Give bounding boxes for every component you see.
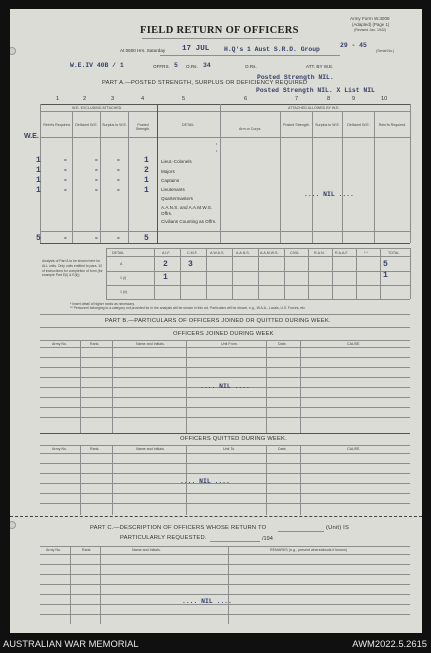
we-side-label: W.E. <box>24 133 39 140</box>
joined-col-head: Army No. <box>52 342 67 346</box>
joined-row-rule <box>40 357 410 358</box>
analysis-divider <box>410 248 411 299</box>
col-divider <box>72 111 73 243</box>
quitted-col-head: Army No. <box>52 447 67 451</box>
row-c4: - <box>116 156 121 165</box>
part-c-col-head: Rank. <box>82 548 92 552</box>
row-c4: - <box>116 186 121 195</box>
part-a-typed-1: Posted Strength NIL. <box>257 74 334 81</box>
quitted-row-rule <box>40 503 410 504</box>
analysis-note: Analysis of Part A to be shown here for ALL units. Only units entitled to para. 10 of instructions for completion of form (for example Part E(i) & E(ii)) <box>42 259 103 278</box>
col-number: 1 <box>56 96 60 102</box>
col-divider <box>374 111 375 243</box>
archive-reference: AWM2022.5.2615 <box>352 638 427 649</box>
part-c-title-2: PARTICULARLY REQUESTED. <box>120 535 207 541</box>
asterisk-mark: • <box>216 142 218 146</box>
part-b-top-rule <box>40 314 410 315</box>
attached-allowed-head: ATTACHED ALLOWED BY W.E. <box>288 106 340 110</box>
quitted-head-rule <box>40 453 410 454</box>
part-c-row-rule <box>40 564 410 565</box>
col-head: Posted Strength. <box>283 123 310 127</box>
col-divider <box>100 111 101 243</box>
arm-corps-head: Arm or Corps <box>239 127 261 131</box>
analysis-divider <box>106 248 107 299</box>
col-divider <box>312 111 313 243</box>
nil-quitted: .... NIL .... <box>180 478 230 485</box>
punch-hole-bottom <box>10 521 16 529</box>
joined-head-rule <box>40 347 410 348</box>
joined-row-rule <box>40 407 410 408</box>
part-c-col-head: Army No. <box>46 548 61 552</box>
analysis-cmf: 3 <box>188 260 193 269</box>
date-line-prefix: At 0600 Hrs. Saturday <box>120 48 166 53</box>
part-c-row-rule <box>40 574 410 575</box>
joined-col-head: Rank. <box>90 342 100 346</box>
joined-col-head: Unit From. <box>221 342 238 346</box>
subheader-rule <box>40 111 410 112</box>
rank-label: Quartermasters <box>161 196 193 201</box>
col-number: 9 <box>352 96 356 102</box>
asterisk-mark: • <box>216 149 218 153</box>
col-number: 4 <box>141 96 145 102</box>
we-reference-typed: W.E.IV 40B / 1 <box>70 62 124 69</box>
quitted-title: OFFICERS QUITTED DURING WEEK. <box>180 436 287 442</box>
analysis-head: A.A.M.W.S. <box>260 251 279 255</box>
quitted-col-head: CAUSE. <box>347 447 361 451</box>
col-divider <box>280 111 281 243</box>
joined-row-rule <box>40 417 410 418</box>
quitted-col-head: Unit To. <box>223 447 236 451</box>
quitted-title-rule <box>40 445 410 446</box>
perforation-rule <box>10 516 422 517</box>
col-divider <box>220 104 221 243</box>
colheader-rule <box>40 137 410 138</box>
table-top-rule <box>40 104 410 105</box>
row-c4: - <box>116 176 121 185</box>
analysis-row-label: A <box>120 262 123 266</box>
part-c-date-year: /194 <box>262 536 273 542</box>
col-divider <box>128 111 129 243</box>
col-head: Deficient W.E. <box>347 123 370 127</box>
row-posted: 1 <box>144 186 149 195</box>
col-number: 2 <box>83 96 87 102</box>
row-posted: 2 <box>144 166 149 175</box>
form-adapted: (Adapted) (Page 1) <box>352 22 390 27</box>
analysis-total: 5 <box>383 260 388 269</box>
total-c2: - <box>63 234 68 243</box>
analysis-head: R.A.A.F. <box>335 251 349 255</box>
total-posted: 5 <box>144 234 149 243</box>
table-bottom-rule <box>40 243 410 244</box>
analysis-divider <box>356 248 357 299</box>
row-c1: 1 <box>36 176 41 185</box>
joined-bottom-rule <box>40 433 410 434</box>
row-posted: 1 <box>144 156 149 165</box>
ors-typed: 34 <box>203 62 211 69</box>
row-c2: - <box>63 156 68 165</box>
rank-label: Lieutenants <box>161 187 185 192</box>
col-number: 10 <box>381 96 388 102</box>
ors-label: O.Rs. <box>186 64 198 69</box>
quitted-row-rule <box>40 463 410 464</box>
att-label: ATT. BY W.E. <box>306 64 334 69</box>
analysis-divider <box>180 248 181 299</box>
part-c-col-head: Name and Initials. <box>132 548 161 552</box>
part-c-row-rule <box>40 584 410 585</box>
analysis-divider <box>332 248 333 299</box>
col-divider <box>410 104 411 243</box>
part-c-head-rule <box>40 554 410 555</box>
analysis-bottom-rule <box>106 299 410 300</box>
punch-hole-top <box>10 47 16 55</box>
part-c-col-head: REMARKS (e.g., present whereabouts if known) <box>270 548 347 552</box>
row-c1: 1 <box>36 156 41 165</box>
analysis-aif: 2 <box>163 260 168 269</box>
analysis-divider <box>308 248 309 299</box>
date-line-rule <box>160 55 340 56</box>
analysis-row-label: 1 (ii) <box>120 290 127 294</box>
analysis-divider <box>284 248 285 299</box>
totals-rule <box>40 231 410 232</box>
row-c4: - <box>116 166 121 175</box>
part-b-title: PART B.—PARTICULARS OF OFFICERS JOINED OR QUITTED DURING WEEK. <box>105 318 331 324</box>
quitted-divider <box>112 445 113 515</box>
rank-label: Captains <box>161 178 180 183</box>
col-head: Posted Strength. <box>135 123 151 131</box>
form-revised: (Revised Jan. 1942) <box>354 28 387 32</box>
joined-row-rule <box>40 397 410 398</box>
rank-label: Civilians Counting as Offrs. <box>161 219 217 224</box>
part-c-row-rule <box>40 614 410 615</box>
analysis-aif: 1 <box>163 273 168 282</box>
col-number: 7 <box>295 96 299 102</box>
part-c-title-1: PART C.—DESCRIPTION OF OFFICERS WHOSE RETURN TO <box>90 525 267 531</box>
ors2-label: O.Rs. <box>245 64 257 69</box>
row-c2: - <box>63 186 68 195</box>
row-c2: - <box>63 166 68 175</box>
part-c-date-blank <box>210 541 260 542</box>
nil-attached: .... NIL .... <box>304 191 354 198</box>
nil-joined: .... NIL .... <box>200 383 250 390</box>
joined-row-rule <box>40 377 410 378</box>
part-c-divider <box>70 546 71 624</box>
row-c3: - <box>94 166 99 175</box>
part-c-unit-blank <box>278 531 324 532</box>
quitted-col-head: Date. <box>278 447 287 451</box>
joined-col-head: CAUSE. <box>347 342 361 346</box>
part-c-divider <box>228 546 229 624</box>
col-divider <box>157 104 158 243</box>
part-a-typed-2: Posted Strength NIL. X List NIL <box>256 87 375 94</box>
offrs-label: OFFRS. <box>153 64 170 69</box>
analysis-divider <box>154 248 155 299</box>
quitted-divider <box>300 445 301 515</box>
nil-part-c: .... NIL .... <box>182 598 232 605</box>
row-c3: - <box>94 176 99 185</box>
total-c1: 5 <box>36 234 41 243</box>
part-a-title: PART A.—POSTED STRENGTH, SURPLUS OR DEFICIENCY REQUIRED <box>102 80 308 86</box>
part-c-top-rule <box>40 546 410 547</box>
row-posted: 1 <box>144 176 149 185</box>
footnote-2: ** Personnel belonging to a category not provided for in the analysis will be shown in this col. Particulars will be shown, e.g., W.A.A., Locals, U.S. Forces, etc. <box>70 306 306 310</box>
analysis-head: A.W.A.S. <box>210 251 225 255</box>
joined-title: OFFICERS JOINED DURING WEEK <box>173 331 274 337</box>
col-divider <box>342 111 343 243</box>
col-head: Surplus to W.E. <box>102 123 127 127</box>
offrs-typed: 5 <box>174 62 178 69</box>
archive-caption-bar <box>0 633 431 653</box>
form-title: FIELD RETURN OF OFFICERS <box>140 25 299 36</box>
part-b-title-rule <box>40 327 410 328</box>
part-c-unit-suffix: (Unit) IS <box>326 525 350 531</box>
analysis-head: DETAIL <box>112 251 125 255</box>
document-sheet <box>10 9 422 633</box>
analysis-head: TOTAL <box>388 251 400 255</box>
quitted-col-head: Rank. <box>90 447 100 451</box>
serial-typed: 29 - 45 <box>340 42 367 49</box>
unit-typed: H.Q's 1 Aust S.R.D. Group <box>224 46 320 53</box>
col-number: 3 <box>111 96 115 102</box>
col-head: Rein'ts Required. <box>43 123 71 127</box>
archive-name: AUSTRALIAN WAR MEMORIAL <box>3 638 139 649</box>
col-head: Deficient W.E. <box>75 123 98 127</box>
total-c4: - <box>116 234 121 243</box>
serial-label: (Serial No.) <box>376 49 395 53</box>
total-c3: - <box>94 234 99 243</box>
col-number: 5 <box>182 96 186 102</box>
row-c2: - <box>63 176 68 185</box>
quitted-divider <box>266 445 267 515</box>
rank-label: Lieut.-Colonels <box>161 159 192 164</box>
col-head: Surplus to W.E. <box>315 123 340 127</box>
analysis-head: CIVIL <box>290 251 299 255</box>
part-c-row-rule <box>40 594 410 595</box>
analysis-head: C.M.F. <box>187 251 198 255</box>
analysis-head: A.A.N.S. <box>236 251 250 255</box>
col-number: 8 <box>327 96 331 102</box>
analysis-divider <box>206 248 207 299</box>
quitted-row-rule <box>40 493 410 494</box>
row-c3: - <box>94 156 99 165</box>
analysis-head: R.A.N. <box>314 251 325 255</box>
quitted-row-rule <box>40 473 410 474</box>
col-number: 6 <box>244 96 248 102</box>
footnote-1: * Insert detail of higher ranks as necessary. <box>70 302 135 306</box>
rank-label: Majors <box>161 169 175 174</box>
joined-col-head: Date. <box>278 342 287 346</box>
date-stamp: 17 JUL <box>182 45 210 53</box>
quitted-divider <box>80 445 81 515</box>
joined-row-rule <box>40 367 410 368</box>
analysis-head: A.I.F. <box>162 251 171 255</box>
row-c3: - <box>94 186 99 195</box>
row-c1: 1 <box>36 166 41 175</box>
title-underline <box>142 38 292 39</box>
analysis-row-label: 1 (i) <box>120 276 127 280</box>
joined-col-head: Name and Initials. <box>136 342 165 346</box>
row-c1: 1 <box>36 186 41 195</box>
analysis-total: 1 <box>383 271 388 280</box>
part-c-divider <box>100 546 101 624</box>
we-excluding-head: W.E. EXCLUDING ATTACHED. <box>72 106 123 110</box>
joined-title-rule <box>40 340 410 341</box>
analysis-head: * * <box>364 251 368 255</box>
analysis-divider <box>232 248 233 299</box>
analysis-divider <box>380 248 381 299</box>
quitted-col-head: Name and Initials. <box>136 447 165 451</box>
form-number: Army Form W.3008 <box>350 16 390 21</box>
analysis-divider <box>258 248 259 299</box>
rank-label: A.A.N.S. and A.A.M.W.S. Offrs. <box>161 205 213 216</box>
col-head: Rein'ts Required. <box>378 123 407 127</box>
detail-head: DETAIL <box>182 123 195 127</box>
